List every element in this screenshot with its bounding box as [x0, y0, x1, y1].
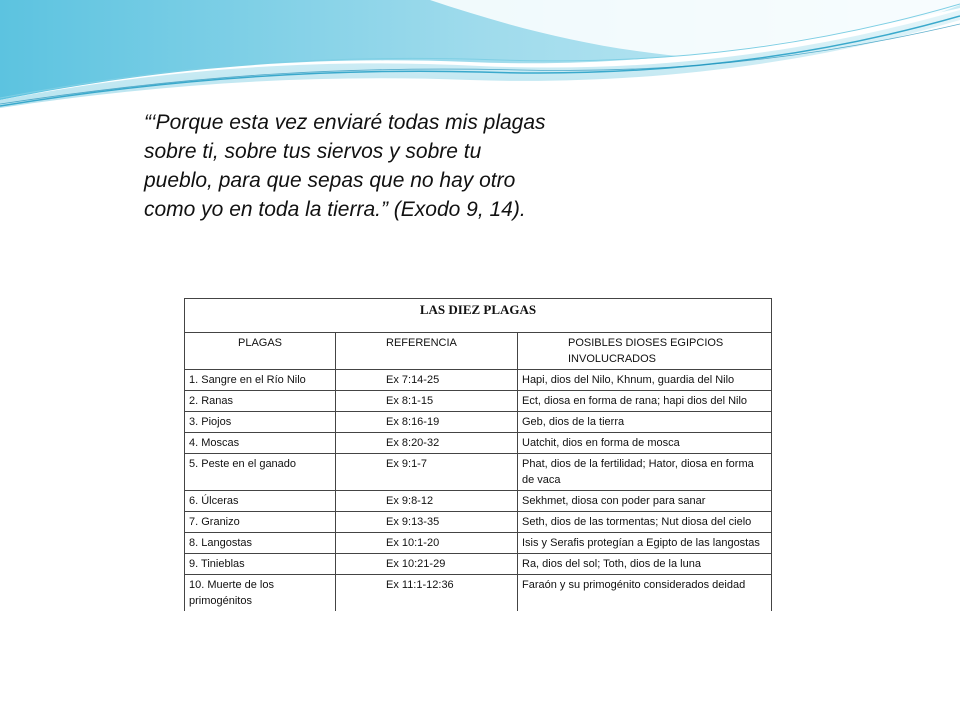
table-row: [185, 491, 772, 512]
cell-reference: Ex 9:8-12: [336, 491, 518, 512]
cell-reference: Ex 9:1-7: [336, 454, 518, 491]
cell-gods: Hapi, dios del Nilo, Khnum, guardia del Nilo: [518, 370, 772, 391]
table-title: LAS DIEZ PLAGAS: [185, 299, 772, 333]
cell-gods: Faraón y su primogénito considerados deidad: [518, 575, 772, 612]
cell-plague: 4. Moscas: [185, 433, 336, 454]
cell-gods: Sekhmet, diosa con poder para sanar: [518, 491, 772, 512]
quote-line-2: sobre ti, sobre tus siervos y sobre tu: [144, 140, 482, 163]
header-gods-line-1: POSIBLES DIOSES EGIPCIOS: [568, 337, 724, 349]
cell-plague: 6. Úlceras: [185, 491, 336, 512]
plagues-table: [184, 298, 772, 611]
cell-plague: 9. Tinieblas: [185, 554, 336, 575]
table-header-row: [185, 333, 772, 370]
table-row: [185, 554, 772, 575]
cell-plague: 10. Muerte de los primogénitos: [185, 575, 336, 612]
bible-quote: [144, 108, 624, 224]
quote-line-3: pueblo, para que sepas que no hay otro: [144, 169, 516, 192]
header-plagues: PLAGAS: [185, 333, 336, 370]
table-row: [185, 454, 772, 491]
cell-gods: Ra, dios del sol; Toth, dios de la luna: [518, 554, 772, 575]
cell-gods: Isis y Serafis protegían a Egipto de las langostas: [518, 533, 772, 554]
table-row: [185, 391, 772, 412]
table-title-row: [185, 299, 772, 333]
cell-gods: Geb, dios de la tierra: [518, 412, 772, 433]
table-row: [185, 433, 772, 454]
cell-plague: 8. Langostas: [185, 533, 336, 554]
table-row: [185, 575, 772, 612]
cell-plague: 5. Peste en el ganado: [185, 454, 336, 491]
cell-gods: Seth, dios de las tormentas; Nut diosa del cielo: [518, 512, 772, 533]
cell-plague: 1. Sangre en el Río Nilo: [185, 370, 336, 391]
cell-reference: Ex 8:16-19: [336, 412, 518, 433]
header-reference: REFERENCIA: [336, 333, 518, 370]
cell-reference: Ex 7:14-25: [336, 370, 518, 391]
cell-plague: 7. Granizo: [185, 512, 336, 533]
cell-reference: Ex 8:20-32: [336, 433, 518, 454]
table-row: [185, 412, 772, 433]
header-gods: [518, 333, 772, 370]
table-row: [185, 512, 772, 533]
cell-reference: Ex 11:1-12:36: [336, 575, 518, 612]
header-gods-line-2: INVOLUCRADOS: [568, 353, 657, 365]
cell-gods: Uatchit, dios en forma de mosca: [518, 433, 772, 454]
cell-gods: Phat, dios de la fertilidad; Hator, diosa en forma de vaca: [518, 454, 772, 491]
quote-line-1: “‘Porque esta vez enviaré todas mis plagas: [144, 111, 546, 134]
wave-banner: [0, 0, 960, 120]
cell-gods: Ect, diosa en forma de rana; hapi dios del Nilo: [518, 391, 772, 412]
cell-reference: Ex 10:21-29: [336, 554, 518, 575]
cell-reference: Ex 10:1-20: [336, 533, 518, 554]
cell-reference: Ex 8:1-15: [336, 391, 518, 412]
cell-plague: 2. Ranas: [185, 391, 336, 412]
quote-line-4: como yo en toda la tierra.” (Exodo 9, 14).: [144, 198, 526, 221]
cell-plague: 3. Piojos: [185, 412, 336, 433]
table-row: [185, 533, 772, 554]
table-row: [185, 370, 772, 391]
cell-reference: Ex 9:13-35: [336, 512, 518, 533]
